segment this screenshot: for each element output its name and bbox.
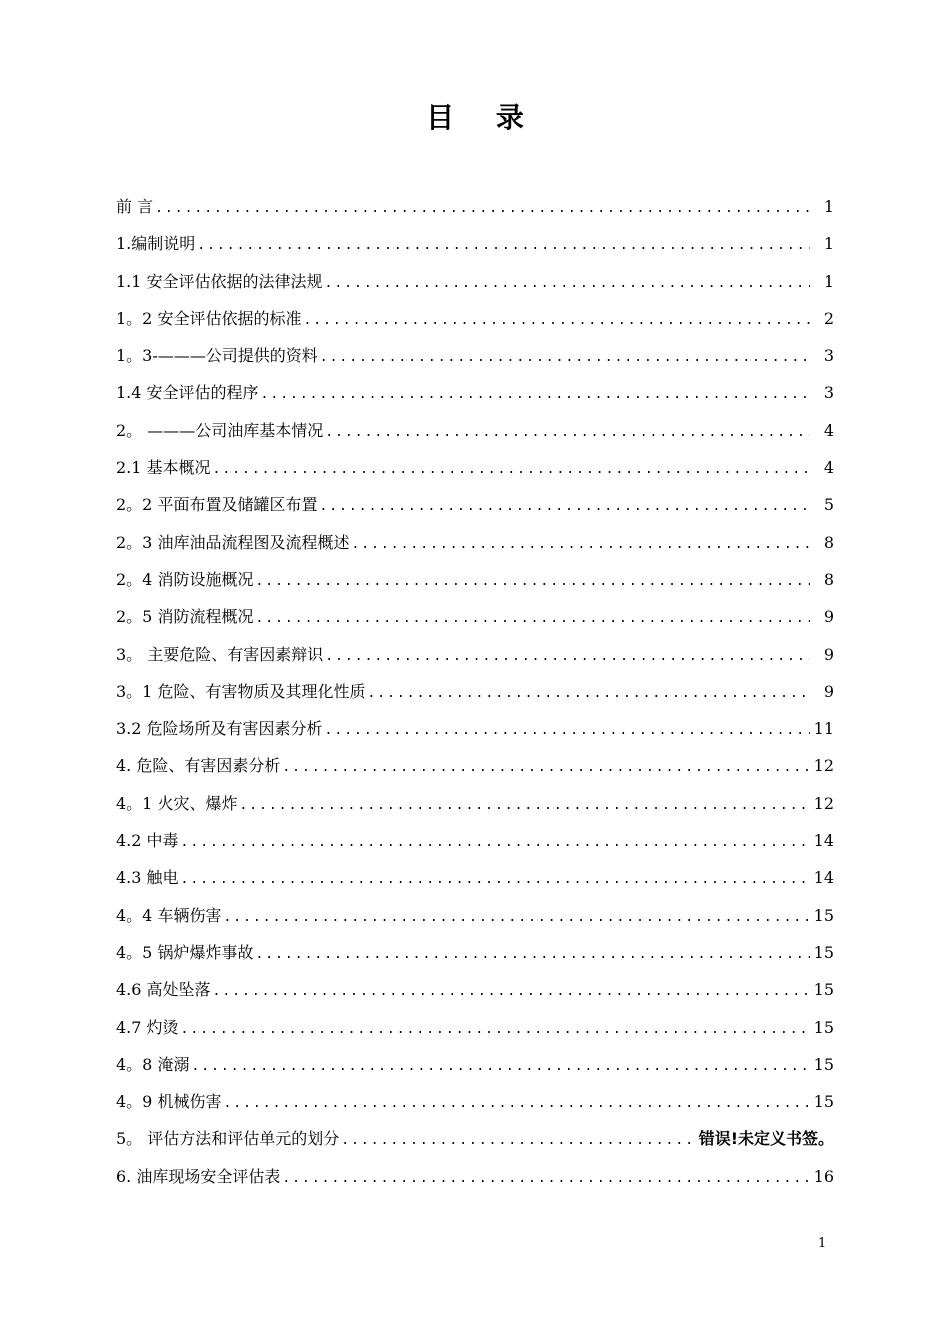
toc-leader-dots bbox=[320, 339, 810, 376]
toc-leader-dots bbox=[255, 563, 810, 600]
toc-entry[interactable] bbox=[116, 337, 834, 374]
toc-entry[interactable] bbox=[116, 524, 834, 561]
toc-leader-dots bbox=[367, 675, 810, 712]
toc-entry-page: 16 bbox=[813, 1166, 834, 1186]
toc-entry-page: 1 bbox=[823, 197, 834, 216]
toc-entry-page: 15 bbox=[813, 942, 834, 962]
toc-entry-text: 4。4 车辆伤害 bbox=[116, 905, 222, 925]
toc-leader-dots bbox=[351, 526, 810, 563]
toc-entry-text: 前 言 bbox=[116, 197, 154, 216]
toc-entry[interactable] bbox=[116, 561, 834, 598]
toc-entry-text: 4.6 高处坠落 bbox=[116, 980, 211, 1000]
toc-entry-text: 5。 评估方法和评估单元的划分 bbox=[116, 1129, 340, 1149]
toc-leader-dots bbox=[261, 376, 810, 413]
toc-entry-page: 15 bbox=[813, 1054, 834, 1074]
toc-leader-dots bbox=[181, 824, 810, 861]
toc-entry[interactable] bbox=[116, 897, 834, 934]
toc-entry[interactable] bbox=[116, 486, 834, 523]
toc-leader-dots bbox=[325, 638, 810, 675]
toc-leader-dots bbox=[213, 973, 810, 1010]
toc-leader-dots bbox=[303, 302, 810, 339]
toc-entry[interactable] bbox=[116, 412, 834, 449]
toc-leader-dots bbox=[319, 488, 810, 525]
toc-leader-dots bbox=[282, 749, 809, 786]
toc-entry[interactable] bbox=[116, 1120, 834, 1157]
toc-entry[interactable] bbox=[116, 971, 834, 1008]
toc-entry-page: 14 bbox=[813, 868, 834, 888]
toc-entry-text: 4.3 触电 bbox=[116, 868, 179, 888]
toc-entry[interactable] bbox=[116, 636, 834, 673]
toc-entry[interactable] bbox=[116, 374, 834, 411]
toc-entry-page: 15 bbox=[813, 1092, 834, 1112]
toc-entry-page: 15 bbox=[813, 980, 834, 1000]
toc-entry-text: 2。4 消防设施概况 bbox=[116, 569, 254, 589]
toc-entry-text: 3.2 危险场所及有害因素分析 bbox=[116, 719, 323, 739]
toc-entry[interactable] bbox=[116, 300, 834, 337]
toc-entry[interactable] bbox=[116, 710, 834, 747]
toc-entry[interactable] bbox=[116, 859, 834, 896]
toc-leader-dots bbox=[325, 712, 810, 749]
toc-entry-text: 2。5 消防流程概况 bbox=[116, 607, 254, 627]
toc-entry-page: 9 bbox=[823, 681, 834, 701]
toc-entry[interactable] bbox=[116, 598, 834, 635]
toc-leader-dots bbox=[255, 600, 810, 637]
toc-entry-page: 11 bbox=[813, 719, 834, 739]
toc-entry-text: 1.4 安全评估的程序 bbox=[116, 383, 259, 403]
toc-leader-dots bbox=[213, 451, 810, 488]
toc-entry[interactable] bbox=[116, 822, 834, 859]
toc-entry-text: 4。5 锅炉爆炸事故 bbox=[116, 942, 254, 962]
toc-entry[interactable] bbox=[116, 785, 834, 822]
toc-entry-page: 14 bbox=[813, 831, 834, 851]
toc-entry-text: 4。8 淹溺 bbox=[116, 1054, 190, 1074]
toc-entry-page: 4 bbox=[823, 420, 834, 440]
toc-entry-page: 1 bbox=[823, 234, 834, 254]
toc-leader-dots bbox=[223, 899, 809, 936]
toc-entry-text: 3。1 危险、有害物质及其理化性质 bbox=[116, 681, 366, 701]
toc-entry-text: 3。 主要危险、有害因素辩识 bbox=[116, 644, 324, 664]
table-of-contents bbox=[116, 188, 834, 1195]
toc-leader-dots bbox=[341, 1122, 694, 1159]
toc-entry[interactable] bbox=[116, 263, 834, 300]
toc-entry-text: 4.7 灼烫 bbox=[116, 1017, 179, 1037]
toc-entry-page: 8 bbox=[823, 569, 834, 589]
toc-entry-page: 4 bbox=[823, 458, 834, 478]
toc-leader-dots bbox=[325, 265, 810, 302]
toc-entry[interactable] bbox=[116, 1009, 834, 1046]
toc-entry-page: 9 bbox=[823, 607, 834, 627]
toc-leader-dots bbox=[255, 936, 809, 973]
toc-entry-text: 4. 危险、有害因素分析 bbox=[116, 756, 281, 776]
toc-leader-dots bbox=[191, 1048, 809, 1085]
toc-entry[interactable] bbox=[116, 934, 834, 971]
toc-entry-text: 4。9 机械伤害 bbox=[116, 1092, 222, 1112]
toc-leader-dots bbox=[181, 1011, 810, 1048]
toc-leader-dots bbox=[197, 227, 810, 264]
toc-entry-text: 2.1 基本概况 bbox=[116, 458, 211, 478]
toc-leader-dots bbox=[181, 861, 810, 898]
toc-entry[interactable] bbox=[116, 1046, 834, 1083]
toc-entry[interactable] bbox=[116, 1158, 834, 1195]
toc-entry-text: 6. 油库现场安全评估表 bbox=[116, 1166, 281, 1186]
toc-entry-page: 3 bbox=[823, 346, 834, 366]
page-title: 目 录 bbox=[426, 101, 540, 134]
toc-entry-text: 2。3 油库油品流程图及流程概述 bbox=[116, 532, 350, 552]
toc-entry-page: 2 bbox=[823, 308, 834, 328]
toc-entry[interactable] bbox=[116, 747, 834, 784]
toc-entry-text: 1.编制说明 bbox=[116, 234, 196, 254]
toc-entry-text: 4。1 火灾、爆炸 bbox=[116, 793, 238, 813]
toc-entry-page: 12 bbox=[813, 756, 834, 776]
toc-entry-page: 15 bbox=[813, 1017, 834, 1037]
toc-entry-page-error: 错误!未定义书签。 bbox=[698, 1129, 834, 1149]
toc-leader-dots bbox=[223, 1085, 809, 1122]
toc-entry-page: 1 bbox=[823, 271, 834, 291]
toc-entry-page: 5 bbox=[823, 495, 834, 515]
page-number: 1 bbox=[818, 1236, 827, 1251]
toc-entry-page: 15 bbox=[813, 905, 834, 925]
toc-entry[interactable] bbox=[116, 673, 834, 710]
toc-entry-text: 1。2 安全评估依据的标准 bbox=[116, 308, 302, 328]
toc-entry[interactable] bbox=[116, 1083, 834, 1120]
toc-entry-text: 2。 ———公司油库基本情况 bbox=[116, 420, 324, 440]
toc-leader-dots bbox=[155, 190, 810, 227]
toc-entry-text: 2。2 平面布置及储罐区布置 bbox=[116, 495, 318, 515]
toc-leader-dots bbox=[282, 1160, 809, 1197]
toc-leader-dots bbox=[325, 414, 810, 451]
toc-entry-text: 1.1 安全评估依据的法律法规 bbox=[116, 271, 323, 291]
toc-entry[interactable] bbox=[116, 225, 834, 262]
toc-entry-text: 1。3-———公司提供的资料 bbox=[116, 346, 318, 366]
toc-entry-text: 4.2 中毒 bbox=[116, 831, 179, 851]
toc-leader-dots bbox=[239, 787, 809, 824]
toc-entry-page: 9 bbox=[823, 644, 834, 664]
toc-entry-page: 3 bbox=[823, 383, 834, 403]
toc-entry-page: 8 bbox=[823, 532, 834, 552]
toc-entry[interactable] bbox=[116, 449, 834, 486]
toc-entry-page: 12 bbox=[813, 793, 834, 813]
toc-entry[interactable] bbox=[116, 188, 834, 225]
